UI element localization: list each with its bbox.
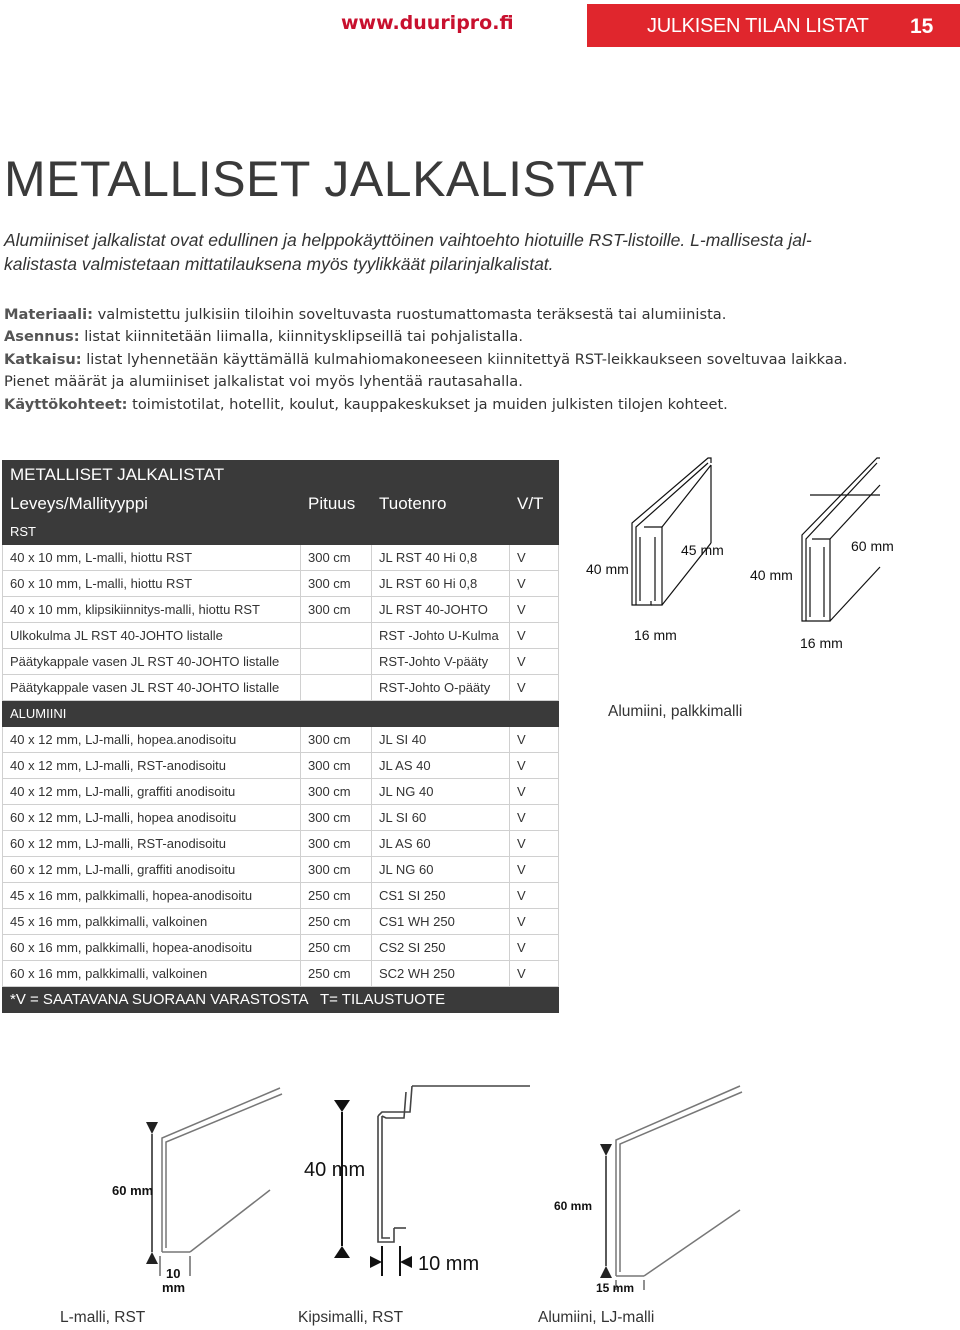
palkki-45-depth-label: 16 mm [634, 627, 677, 643]
website-url[interactable]: www.duuripro.fi [341, 12, 514, 34]
table-cell: 40 x 12 mm, LJ-malli, graffiti anodisoitu [3, 779, 301, 805]
table-cell: JL AS 40 [372, 753, 510, 779]
table-cell: 300 cm [301, 727, 372, 753]
table-cell: 300 cm [301, 805, 372, 831]
lmalli-caption: L-malli, RST [60, 1309, 146, 1326]
info-label: Käyttökohteet: [4, 395, 128, 413]
lj-dimension-arrows [600, 1144, 644, 1290]
table-cell: 40 x 12 mm, LJ-malli, RST-anodisoitu [3, 753, 301, 779]
section-row [3, 701, 559, 727]
table-row [3, 935, 559, 961]
info-label: Asennus: [4, 328, 80, 346]
table-cell: V [510, 779, 559, 805]
info-usage [4, 394, 934, 416]
palkki-45-height-label: 40 mm [586, 561, 629, 577]
table-cell: Päätykappale vasen JL RST 40-JOHTO listalle [3, 675, 301, 701]
table-cell: V [510, 727, 559, 753]
table-cell: V [510, 883, 559, 909]
table-cell: 60 x 12 mm, LJ-malli, graffiti anodisoitu [3, 857, 301, 883]
info-label: Materiaali: [4, 306, 93, 323]
table-cell: 300 cm [301, 571, 372, 597]
info-value: Pienet määrät ja alumiiniset jalkalistat voi myös lyhentää rautasahalla. [4, 373, 523, 391]
table-cell: 300 cm [301, 597, 372, 623]
table-cell: 40 x 10 mm, klipsikiinnitys-malli, hiottu RST [3, 597, 301, 623]
table-row [3, 779, 559, 805]
lmalli-depth-unit: mm [162, 1280, 186, 1295]
table-row [3, 753, 559, 779]
table-cell: Päätykappale vasen JL RST 40-JOHTO listalle [3, 649, 301, 675]
table-row [3, 675, 559, 701]
table-cell: Ulkokulma JL RST 40-JOHTO listalle [3, 623, 301, 649]
table-title-row [3, 461, 559, 489]
lmalli-dimension-arrows [146, 1122, 190, 1276]
table-row [3, 805, 559, 831]
table-row [3, 649, 559, 675]
table-cell: RST -Johto U-Kulma [372, 623, 510, 649]
table-cell: 250 cm [301, 909, 372, 935]
table-footnote: *V = SAATAVANA SUORAAN VARASTOSTA T= TILAUSTUOTE [3, 987, 559, 1013]
palkki-45-profile-icon [632, 458, 711, 605]
kipsi-depth-label: 10 mm [418, 1253, 480, 1275]
table-cell: V [510, 649, 559, 675]
table-cell [301, 623, 372, 649]
table-row [3, 961, 559, 987]
info-value: listat lyhennetään käyttämällä kulmahiomakoneeseen kiinnitettyä RST-leikkaukseen soveltuvaa laikkaa. [81, 350, 848, 368]
info-value: listat kiinnitetään liimalla, kiinnitysklipseillä tai pohjalistalla. [79, 328, 524, 346]
table-cell: 300 cm [301, 545, 372, 571]
table-cell: V [510, 909, 559, 935]
table-cell: 250 cm [301, 961, 372, 987]
kipsi-profile-icon [378, 1086, 530, 1242]
column-header: Tuotenro [372, 489, 510, 519]
table-row [3, 909, 559, 935]
kipsi-profile-drawing [304, 1080, 540, 1280]
page-number: 15 [910, 15, 934, 38]
intro-line: Alumiiniset jalkalistat ovat edullinen ja helppokäyttöinen vaihtoehto hiotuille RST-listoille. L-mallisesta jal- [4, 230, 812, 250]
kipsi-caption: Kipsimalli, RST [298, 1309, 404, 1326]
table-row [3, 623, 559, 649]
section-title: JULKISEN TILAN LISTAT [647, 15, 869, 37]
table-cell: 250 cm [301, 935, 372, 961]
table-cell: CS1 WH 250 [372, 909, 510, 935]
table-cell: JL SI 40 [372, 727, 510, 753]
info-label: Katkaisu: [4, 350, 82, 368]
table-cell: V [510, 831, 559, 857]
intro-text [4, 228, 904, 276]
palkki-profile-drawing [580, 455, 910, 665]
table-footnote-row [3, 987, 559, 1013]
table-cell: V [510, 935, 559, 961]
table-row [3, 545, 559, 571]
table-row [3, 831, 559, 857]
table-cell: JL RST 40 Hi 0,8 [372, 545, 510, 571]
table-cell: 60 x 12 mm, LJ-malli, hopea anodisoitu [3, 805, 301, 831]
lj-height-label: 60 mm [554, 1199, 593, 1213]
section-row [3, 519, 559, 545]
table-row [3, 857, 559, 883]
table-cell: 45 x 16 mm, palkkimalli, hopea-anodisoitu [3, 883, 301, 909]
table-cell: 300 cm [301, 857, 372, 883]
table-cell: V [510, 961, 559, 987]
table-cell: 60 x 16 mm, palkkimalli, valkoinen [3, 961, 301, 987]
table-cell: JL RST 40-JOHTO [372, 597, 510, 623]
table-cell: RST-Johto V-pääty [372, 649, 510, 675]
table-cell: JL SI 60 [372, 805, 510, 831]
info-cutting [4, 349, 934, 371]
table-cell: 300 cm [301, 831, 372, 857]
table-header-row [3, 489, 559, 519]
product-info [4, 304, 934, 416]
product-table-body [3, 461, 559, 1013]
table-row [3, 883, 559, 909]
palkki-60-top-label: 60 mm [851, 538, 894, 554]
column-header: Pituus [301, 489, 372, 519]
info-material [4, 304, 934, 326]
section-label: ALUMIINI [3, 701, 559, 727]
product-table [2, 460, 559, 1013]
table-cell: V [510, 623, 559, 649]
palkki-60-depth-label: 16 mm [800, 635, 843, 651]
table-cell: 60 x 12 mm, LJ-malli, RST-anodisoitu [3, 831, 301, 857]
info-value: toimistotilat, hotellit, koulut, kauppakeskukset ja muiden julkisten tilojen kohteet. [127, 395, 728, 413]
table-cell: 40 x 10 mm, L-malli, hiottu RST [3, 545, 301, 571]
table-cell [301, 649, 372, 675]
lj-profile-drawing [540, 1080, 760, 1300]
intro-line: kalistasta valmistetaan mittatilauksena myös tyylikkäät pilarinjalkalistat. [4, 254, 554, 274]
table-cell: 60 x 16 mm, palkkimalli, hopea-anodisoitu [3, 935, 301, 961]
table-cell: JL NG 60 [372, 857, 510, 883]
lmalli-depth-label: 10 [166, 1266, 181, 1281]
table-cell: SC2 WH 250 [372, 961, 510, 987]
lj-caption: Alumiini, LJ-malli [538, 1309, 655, 1326]
table-cell: V [510, 753, 559, 779]
table-cell: 45 x 16 mm, palkkimalli, valkoinen [3, 909, 301, 935]
palkki-60-height-label: 40 mm [750, 567, 793, 583]
table-cell: V [510, 545, 559, 571]
table-cell: JL RST 60 Hi 0,8 [372, 571, 510, 597]
table-cell: 250 cm [301, 883, 372, 909]
table-cell: V [510, 805, 559, 831]
info-cutting-note [4, 371, 934, 393]
table-cell: V [510, 675, 559, 701]
table-cell: JL NG 40 [372, 779, 510, 805]
info-installation [4, 326, 934, 348]
lmalli-profile-icon [162, 1088, 282, 1252]
table-cell: 300 cm [301, 753, 372, 779]
page-title: METALLISET JALKALISTAT [4, 151, 645, 207]
table-row [3, 571, 559, 597]
table-cell: V [510, 597, 559, 623]
table-cell: 60 x 10 mm, L-malli, hiottu RST [3, 571, 301, 597]
lj-depth-label: 15 mm [596, 1281, 635, 1295]
table-row [3, 727, 559, 753]
table-cell: CS2 SI 250 [372, 935, 510, 961]
palkki-caption: Alumiini, palkkimalli [608, 703, 743, 720]
table-cell: 300 cm [301, 779, 372, 805]
table-cell: 40 x 12 mm, LJ-malli, hopea.anodisoitu [3, 727, 301, 753]
table-row [3, 597, 559, 623]
section-banner [587, 4, 960, 47]
column-header: V/T [510, 489, 559, 519]
column-header: Leveys/Mallityyppi [3, 489, 301, 519]
lj-profile-icon [616, 1086, 742, 1276]
info-value: valmistettu julkisiin tiloihin soveltuvasta ruostumattomasta teräksestä tai alumiinista. [92, 306, 727, 323]
kipsi-dimension-arrows [334, 1100, 412, 1276]
table-cell: V [510, 857, 559, 883]
lmalli-profile-drawing [100, 1080, 300, 1300]
section-label: RST [3, 519, 559, 545]
lmalli-height-label: 60 mm [112, 1183, 154, 1198]
table-title: METALLISET JALKALISTAT [3, 461, 559, 489]
table-cell: V [510, 571, 559, 597]
table-cell: JL AS 60 [372, 831, 510, 857]
table-cell [301, 675, 372, 701]
table-cell: RST-Johto O-pääty [372, 675, 510, 701]
table-cell: CS1 SI 250 [372, 883, 510, 909]
palkki-45-top-label: 45 mm [681, 542, 724, 558]
kipsi-height-label: 40 mm [304, 1159, 366, 1181]
